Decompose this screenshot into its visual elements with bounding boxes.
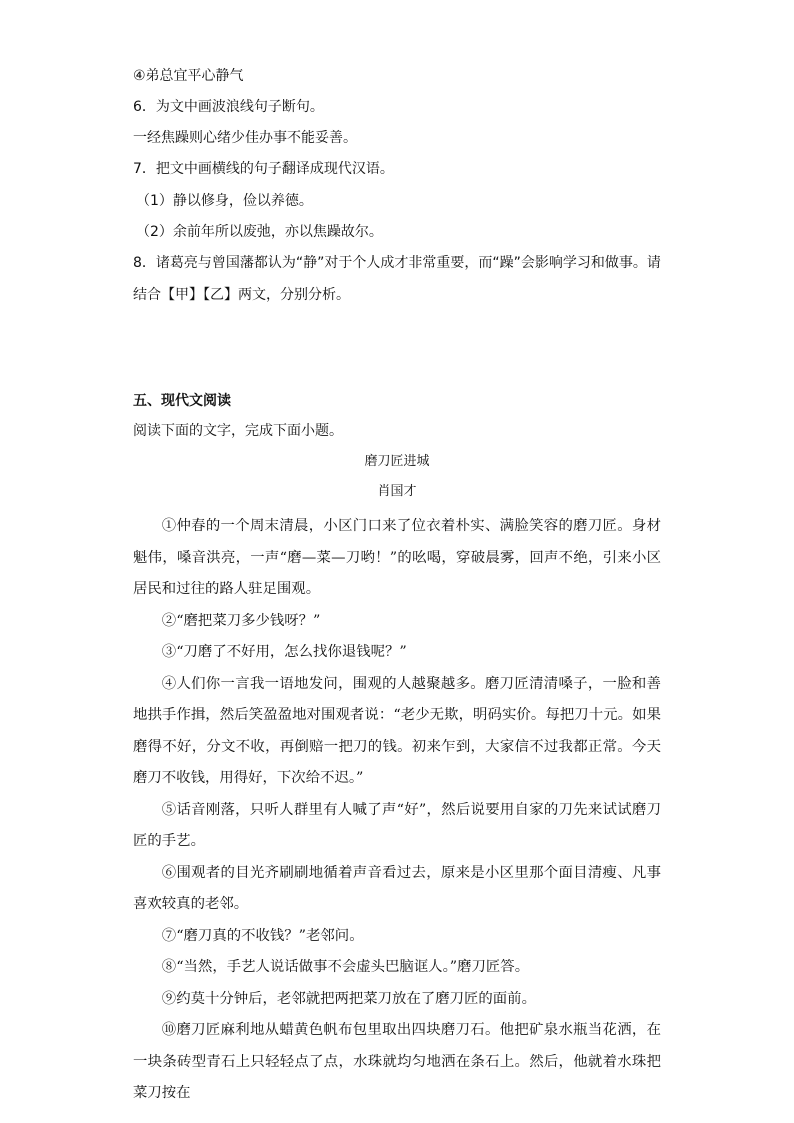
article-paragraph: ⑤话音刚落，只听人群里有人喊了声“好”，然后说要用自家的刀先来试试磨刀匠的手艺。 (133, 801, 661, 849)
question-6-prompt: 6．为文中画波浪线句子断句。 (133, 99, 324, 115)
option-4: ④弟总宜平心静气 (133, 68, 244, 84)
article-paragraph: ⑩磨刀匠麻利地从蜡黄色帆布包里取出四块磨刀石。他把矿泉水瓶当花洒，在一块条砖型青石上只轻轻点了点，水珠就均匀地洒在条石上。然后，他就着水珠把菜刀按在 (133, 1022, 661, 1101)
question-7-prompt: 7．把文中画横线的句子翻译成现代汉语。 (133, 161, 394, 177)
article-paragraph: ⑦“磨刀真的不收钱？”老邻问。 (161, 927, 364, 944)
article-paragraph: ⑨约莫十分钟后，老邻就把两把菜刀放在了磨刀匠的面前。 (161, 990, 536, 1007)
article-paragraph: ④人们你一言我一语地发问，围观的人越聚越多。磨刀匠清清嗓子，一脸和善地拱手作揖，然后笑盈盈地对围观者说：“老少无欺，明码实价。每把刀十元。如果磨得不好，分文不收，再倒赔一把刀的钱。初来乍到，大家信不过我都正常。今天磨刀不收钱，用得好，下次给不迟。” (133, 675, 661, 786)
article-paragraph: ③“刀磨了不好用，怎么找你退钱呢？” (161, 644, 407, 660)
article-paragraph: ②“磨把菜刀多少钱呀？” (161, 612, 321, 629)
article-paragraph: ①仲春的一个周末清晨，小区门口来了位衣着朴实、满脸笑容的磨刀匠。身材魁伟，嗓音洪亮，一声“磨—菜—刀哟！”的吆喝，穿破晨雾，回声不绝，引来小区居民和过往的路人驻足围观。 (133, 518, 661, 597)
question-8-line-2: 结合【甲】【乙】两文，分别分析。 (133, 287, 350, 303)
article-title: 磨刀匠进城 (364, 454, 430, 469)
question-7-item-2: （2）余前年所以废弛，亦以焦躁故尔。 (136, 224, 383, 240)
article-body (133, 511, 661, 1110)
section-instruction: 阅读下面的文字，完成下面小题。 (133, 423, 343, 439)
question-6-sentence: 一经焦躁则心绪少佳办事不能妥善。 (133, 130, 357, 146)
article-author: 肖国才 (377, 484, 417, 499)
question-8-line-1: 8．诸葛亮与曾国藩都认为“静”对于个人成才非常重要，而“躁”会影响学习和做事。请 (133, 255, 661, 271)
article-paragraph: ⑥围观者的目光齐刷刷地循着声音看过去，原来是小区里那个面目清瘦、凡事喜欢较真的老邻。 (133, 864, 661, 912)
article-paragraph: ⑧“当然，手艺人说话做事不会虚头巴脑诓人。”磨刀匠答。 (161, 959, 530, 975)
question-7-item-1: （1）静以修身，俭以养德。 (136, 193, 313, 209)
section-heading: 五、现代文阅读 (133, 393, 231, 409)
